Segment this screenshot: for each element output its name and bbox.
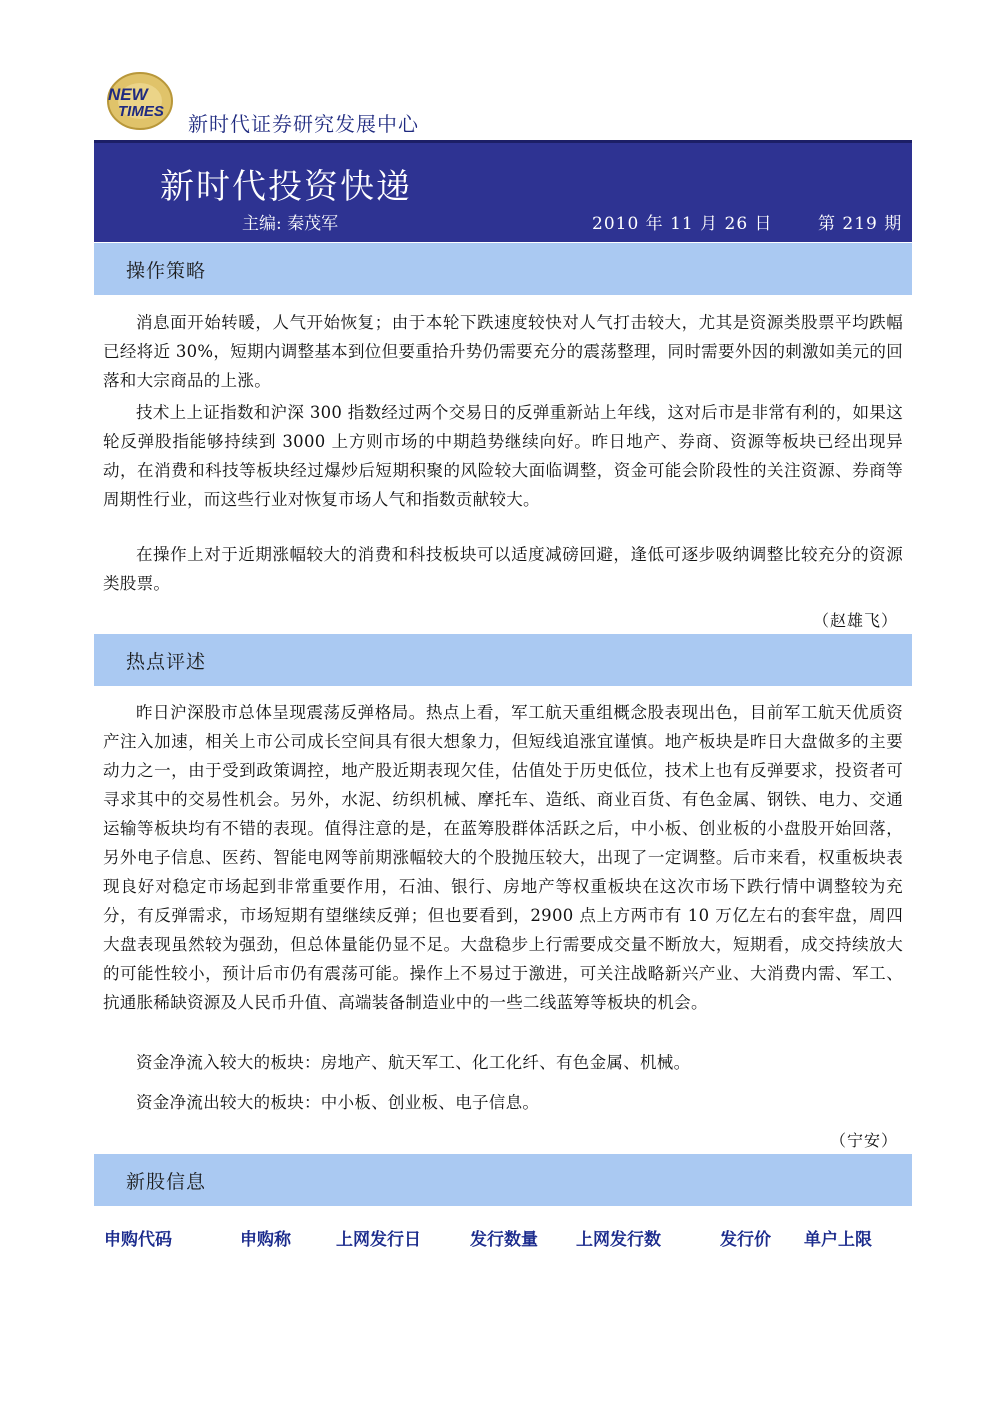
inflow-sectors: 资金净流入较大的板块：房地产、航天军工、化工化纤、有色金属、机械。 [136, 1053, 691, 1072]
issue-date: 2010 年 11 月 26 日 [592, 214, 773, 234]
section-heading-hotspot [94, 634, 912, 686]
section-heading-strategy [94, 243, 912, 295]
hotspot-paragraph-1: 昨日沪深股市总体呈现震荡反弹格局。热点上看，军工航天重组概念股表现出色，目前军工航天优质资产注入加速，相关上市公司成长空间具有很大想象力，但短线追涨宜谨慎。地产板块是昨日大盘做多的主要动力之一，由于受到政策调控，地产股近期表现欠佳，估值处于历史低位，技术上也有反弹要求，投资者可寻求其中的交易性机会。另外，水泥、纺织机械、摩托车、造纸、商业百货、有色金属、钢铁、电力、交通运输等板块均有不错的表现。值得注意的是，在蓝筹股群体活跃之后，中小板、创业板的小盘股开始回落，另外电子信息、医药、智能电网等前期涨幅较大的个股抛压较大，出现了一定调整。后市来看，权重板块表现良好对稳定市场起到非常重要作用，石油、银行、房地产等权重板块在这次市场下跌行情中调整较为充分，有反弹需求，市场短期有望继续反弹；但也要看到，2900 点上方两市有 10 万亿左右的套牢盘，周四大盘表现虽然较为强劲，但总体量能仍显不足。大盘稳步上行需要成交量不断放大，短期看，成交持续放大的可能性较小，预计后市仍有震荡可能。操作上不易过于激进，可关注战略新兴产业、大消费内需、军工、抗通胀稀缺资源及人民币升值、高端装备制造业中的一些二线蓝筹等板块的机会。 [103, 703, 903, 1012]
section-heading-text: 热点评述 [126, 651, 207, 673]
ipo-column-limit: 单户上限 [804, 1230, 872, 1250]
org-name: 新时代证券研究发展中心 [188, 112, 419, 136]
issue-number: 第 219 期 [818, 214, 903, 234]
ipo-column-code: 申购代码 [104, 1230, 172, 1250]
title-banner [94, 140, 912, 242]
svg-text:NEW: NEW [108, 85, 148, 104]
hotspot-author: （宁安） [829, 1131, 898, 1150]
ipo-column-online-quantity: 上网发行数 [576, 1230, 661, 1250]
ipo-column-issue-quantity: 发行数量 [470, 1230, 538, 1250]
newsletter-title: 新时代投资快递 [160, 167, 412, 207]
ipo-column-name: 申购称 [240, 1230, 291, 1250]
strategy-author: （赵雄飞） [812, 611, 898, 630]
svg-text:TIMES: TIMES [118, 103, 164, 120]
ipo-column-online-date: 上网发行日 [336, 1230, 421, 1250]
new-times-logo [104, 70, 182, 132]
editor-label: 主编: 秦茂军 [242, 214, 339, 234]
section-heading-text: 新股信息 [126, 1171, 207, 1193]
strategy-paragraph-2: 技术上上证指数和沪深 300 指数经过两个交易日的反弹重新站上年线，这对后市是非常有利的，如果这轮反弹股指能够持续到 3000 上方则市场的中期趋势继续向好。昨日地产、券商、资源等板块已经出现异动，在消费和科技等板块经过爆炒后短期积聚的风险较大面临调整，资金可能会阶段性的关注资源、券商等周期性行业，而这些行业对恢复市场人气和指数贡献较大。 [103, 403, 903, 509]
strategy-paragraph-1: 消息面开始转暖，人气开始恢复；由于本轮下跌速度较快对人气打击较大，尤其是资源类股票平均跌幅已经将近 30%，短期内调整基本到位但要重拾升势仍需要充分的震荡整理，同时需要外因的刺激如美元的回落和大宗商品的上涨。 [103, 313, 903, 390]
section-heading-ipo [94, 1154, 912, 1206]
section-heading-text: 操作策略 [126, 260, 207, 282]
outflow-sectors: 资金净流出较大的板块：中小板、创业板、电子信息。 [136, 1093, 540, 1112]
strategy-paragraph-3: 在操作上对于近期涨幅较大的消费和科技板块可以适度减磅回避，逢低可逐步吸纳调整比较充分的资源类股票。 [103, 545, 903, 593]
ipo-column-price: 发行价 [720, 1230, 771, 1250]
